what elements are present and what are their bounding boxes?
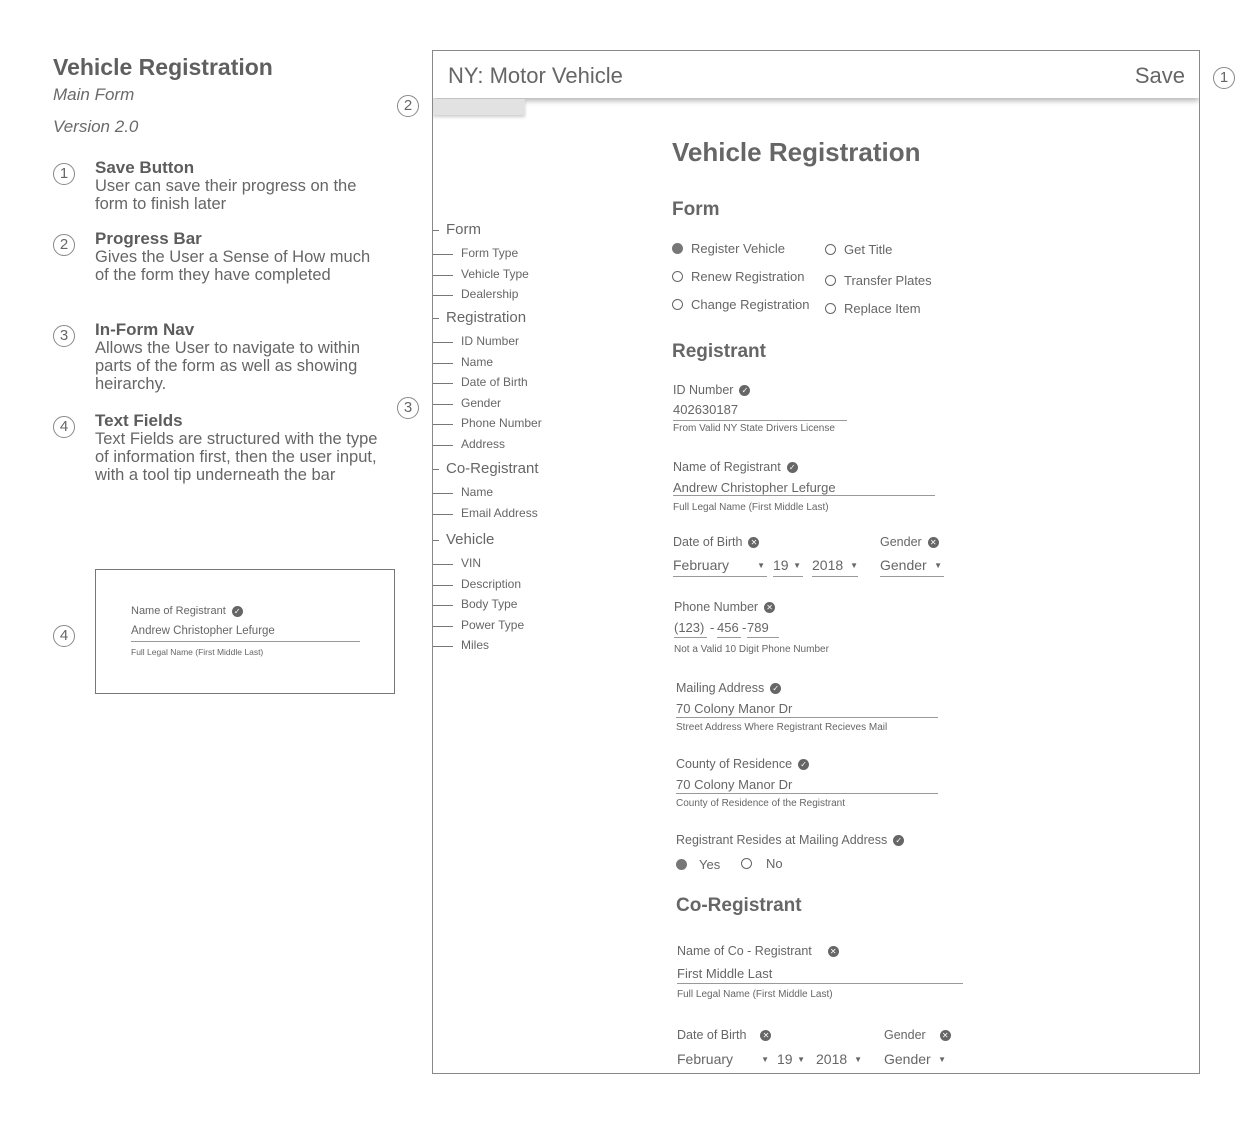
caret-down-icon: ▼ <box>761 1054 769 1064</box>
phone-separator-1: - <box>710 620 715 635</box>
radio-selected-icon <box>676 859 687 870</box>
co-gender-label: Gender ✕ <box>884 1028 951 1042</box>
name-label: Name of Registrant ✓ <box>673 460 798 474</box>
phone-area-input[interactable]: (123) <box>674 620 705 635</box>
nav-item-label: Miles <box>461 638 490 652</box>
nav-item-label: Name <box>461 354 494 369</box>
gender-label: Gender ✕ <box>880 535 939 549</box>
option-transfer-plates[interactable]: Transfer Plates <box>825 273 932 288</box>
note-title-progress: Progress Bar <box>95 229 202 248</box>
check-circle-icon: ✓ <box>798 759 809 770</box>
nav-item-label: Co-Registrant <box>446 460 539 477</box>
nav-tick <box>433 254 453 255</box>
radio-icon <box>825 303 836 314</box>
co-name-underline <box>677 983 963 984</box>
id-number-underline <box>673 420 847 421</box>
caret-down-icon: ▼ <box>934 560 942 570</box>
sample-field-value: Andrew Christopher Lefurge <box>131 625 275 637</box>
nav-tick <box>433 646 453 647</box>
check-circle-icon: ✓ <box>232 606 243 617</box>
sample-marker: 4 <box>53 625 75 647</box>
nav-item-label: VIN <box>461 556 482 570</box>
dob-day-underline <box>773 576 803 577</box>
phone-separator-2: - <box>742 620 747 635</box>
co-name-input[interactable]: First Middle Last <box>677 966 773 981</box>
mailing-underline <box>676 717 938 718</box>
phone-prefix-underline <box>717 637 741 638</box>
doc-title: Vehicle Registration <box>53 54 273 80</box>
id-number-label: ID Number ✓ <box>673 383 750 397</box>
nav-item-label: Dealership <box>461 287 519 301</box>
note-body-save: User can save their progress on the form to finish later <box>95 177 357 213</box>
radio-icon <box>672 271 683 282</box>
nav-item-label: Description <box>461 576 522 591</box>
form-title: Vehicle Registration <box>672 137 921 167</box>
caret-down-icon: ▼ <box>757 560 765 570</box>
nav-item-label: Vehicle Type <box>461 266 529 281</box>
dob-month-underline <box>673 576 767 577</box>
nav-tick <box>433 493 453 494</box>
mailing-label: Mailing Address ✓ <box>676 681 781 695</box>
nav-item-label: Gender <box>461 395 502 410</box>
id-number-help: From Valid NY State Drivers License <box>673 423 835 434</box>
option-change-registration[interactable]: Change Registration <box>672 297 810 312</box>
caret-down-icon: ▼ <box>793 560 801 570</box>
nav-item-label: Body Type <box>461 597 518 611</box>
co-gender-select[interactable]: Gender ▼ <box>884 1051 946 1067</box>
app-frame <box>432 50 1200 1074</box>
gender-underline <box>880 576 944 577</box>
name-input[interactable]: Andrew Christopher Lefurge <box>673 480 836 495</box>
app-title: NY: Motor Vehicle <box>448 63 623 88</box>
dob-label: Date of Birth ✕ <box>673 535 759 549</box>
dob-year-select[interactable]: 2018 ▼ <box>812 557 858 573</box>
nav-tick <box>433 404 453 405</box>
county-underline <box>676 793 938 794</box>
option-register-vehicle[interactable]: Register Vehicle <box>672 241 785 256</box>
nav-tick <box>433 230 439 231</box>
nav-tick <box>433 564 453 565</box>
sample-field-underline <box>131 641 360 642</box>
note-title-nav: In-Form Nav <box>95 320 195 339</box>
save-button[interactable]: Save <box>1134 63 1185 88</box>
co-dob-year-select[interactable]: 2018 ▼ <box>816 1051 862 1067</box>
nav-tick <box>433 275 453 276</box>
note-number-4: 4 <box>53 416 75 438</box>
nav-tick <box>433 540 439 541</box>
nav-marker: 3 <box>397 397 419 419</box>
check-circle-icon: ✓ <box>787 462 798 473</box>
x-circle-icon: ✕ <box>760 1030 771 1041</box>
note-number-2: 2 <box>53 234 75 256</box>
x-circle-icon: ✕ <box>748 537 759 548</box>
nav-tick <box>433 585 453 586</box>
phone-label: Phone Number ✕ <box>674 600 775 614</box>
note-body-fields: Text Fields are structured with the type of information first, then the user input, with a tool tip underneath the bar <box>95 430 378 484</box>
x-circle-icon: ✕ <box>828 946 839 957</box>
nav-tick <box>433 626 453 627</box>
mailing-help: Street Address Where Registrant Recieves Mail <box>676 722 888 733</box>
radio-selected-icon <box>672 243 683 254</box>
caret-down-icon: ▼ <box>850 560 858 570</box>
gender-select[interactable]: Gender ▼ <box>880 557 942 573</box>
sample-field-help: Full Legal Name (First Middle Last) <box>131 647 264 657</box>
phone-help: Not a Valid 10 Digit Phone Number <box>674 644 829 655</box>
phone-line-underline <box>747 637 779 638</box>
nav-tick <box>433 424 453 425</box>
co-dob-label: Date of Birth ✕ <box>677 1028 771 1042</box>
resides-no-option[interactable]: No <box>741 856 783 871</box>
x-circle-icon: ✕ <box>764 602 775 613</box>
county-label: County of Residence ✓ <box>676 757 809 771</box>
x-circle-icon: ✕ <box>928 537 939 548</box>
section-form-heading: Form <box>672 199 720 220</box>
nav-tick <box>433 445 453 446</box>
nav-tick <box>433 295 453 296</box>
progress-marker: 2 <box>397 95 419 117</box>
nav-item-label: Registration <box>446 309 527 326</box>
sample-field-label: Name of Registrant ✓ <box>131 605 243 617</box>
option-renew-registration[interactable]: Renew Registration <box>672 269 804 284</box>
note-body-nav: Allows the User to navigate to within parts of the form as well as showing heirarchy. <box>95 339 361 393</box>
in-form-nav <box>433 51 633 751</box>
name-underline <box>673 495 935 496</box>
option-get-title[interactable]: Get Title <box>825 242 892 257</box>
sample-field-box <box>95 569 395 694</box>
note-body-progress: Gives the User a Sense of How much of the form they have completed <box>95 248 371 284</box>
nav-tick <box>433 469 439 470</box>
save-marker: 1 <box>1213 67 1235 89</box>
id-number-input[interactable]: 402630187 <box>673 402 739 417</box>
nav-tick <box>433 363 453 364</box>
phone-line-input[interactable]: 789 <box>747 620 769 635</box>
county-help: County of Residence of the Registrant <box>676 798 845 809</box>
section-co-registrant-heading: Co-Registrant <box>676 895 802 916</box>
nav-item-label: Phone Number <box>461 416 542 430</box>
check-circle-icon: ✓ <box>739 385 750 396</box>
check-circle-icon: ✓ <box>770 683 781 694</box>
x-circle-icon: ✕ <box>940 1030 951 1041</box>
doc-version: Version 2.0 <box>53 117 139 136</box>
note-number-3: 3 <box>53 325 75 347</box>
radio-icon <box>672 299 683 310</box>
radio-icon <box>741 858 752 869</box>
check-circle-icon: ✓ <box>893 835 904 846</box>
name-help: Full Legal Name (First Middle Last) <box>673 502 829 513</box>
section-registrant-heading: Registrant <box>672 341 766 362</box>
phone-prefix-input[interactable]: 456 <box>717 620 739 635</box>
radio-icon <box>825 275 836 286</box>
nav-item-label: Form Type <box>461 246 519 260</box>
phone-area-underline <box>674 637 707 638</box>
nav-item-label: Name <box>461 485 494 499</box>
dob-day-select[interactable]: 19 ▼ <box>773 557 801 573</box>
option-replace-item[interactable]: Replace Item <box>825 301 921 316</box>
doc-subtitle: Main Form <box>53 85 135 104</box>
note-title-save: Save Button <box>95 158 195 177</box>
nav-item-label: Address <box>461 436 506 451</box>
caret-down-icon: ▼ <box>854 1054 862 1064</box>
note-title-fields: Text Fields <box>95 411 183 430</box>
nav-tick <box>433 342 453 343</box>
caret-down-icon: ▼ <box>938 1054 946 1064</box>
resides-yes-option[interactable]: Yes <box>676 857 720 872</box>
nav-item-label: Form <box>446 221 481 238</box>
nav-tick <box>433 318 439 319</box>
dob-year-underline <box>812 576 858 577</box>
nav-tick <box>433 383 453 384</box>
co-name-help: Full Legal Name (First Middle Last) <box>677 989 833 1000</box>
nav-item-label: Date of Birth <box>461 375 528 389</box>
nav-item-label: Vehicle <box>446 531 495 548</box>
co-name-label: Name of Co - Registrant ✕ <box>677 944 839 958</box>
caret-down-icon: ▼ <box>797 1054 805 1064</box>
co-dob-day-select[interactable]: 19 ▼ <box>777 1051 805 1067</box>
note-number-1: 1 <box>53 163 75 185</box>
radio-icon <box>825 244 836 255</box>
dob-month-select[interactable]: February ▼ <box>673 557 765 573</box>
resides-label: Registrant Resides at Mailing Address ✓ <box>676 833 904 847</box>
nav-item-label: Email Address <box>461 505 538 520</box>
nav-item-label: ID Number <box>461 334 520 348</box>
mailing-input[interactable]: 70 Colony Manor Dr <box>676 701 793 716</box>
nav-tick <box>433 514 453 515</box>
co-dob-month-select[interactable]: February ▼ <box>677 1051 769 1067</box>
nav-tick <box>433 605 453 606</box>
nav-item-label: Power Type <box>461 617 525 632</box>
county-input[interactable]: 70 Colony Manor Dr <box>676 777 793 792</box>
